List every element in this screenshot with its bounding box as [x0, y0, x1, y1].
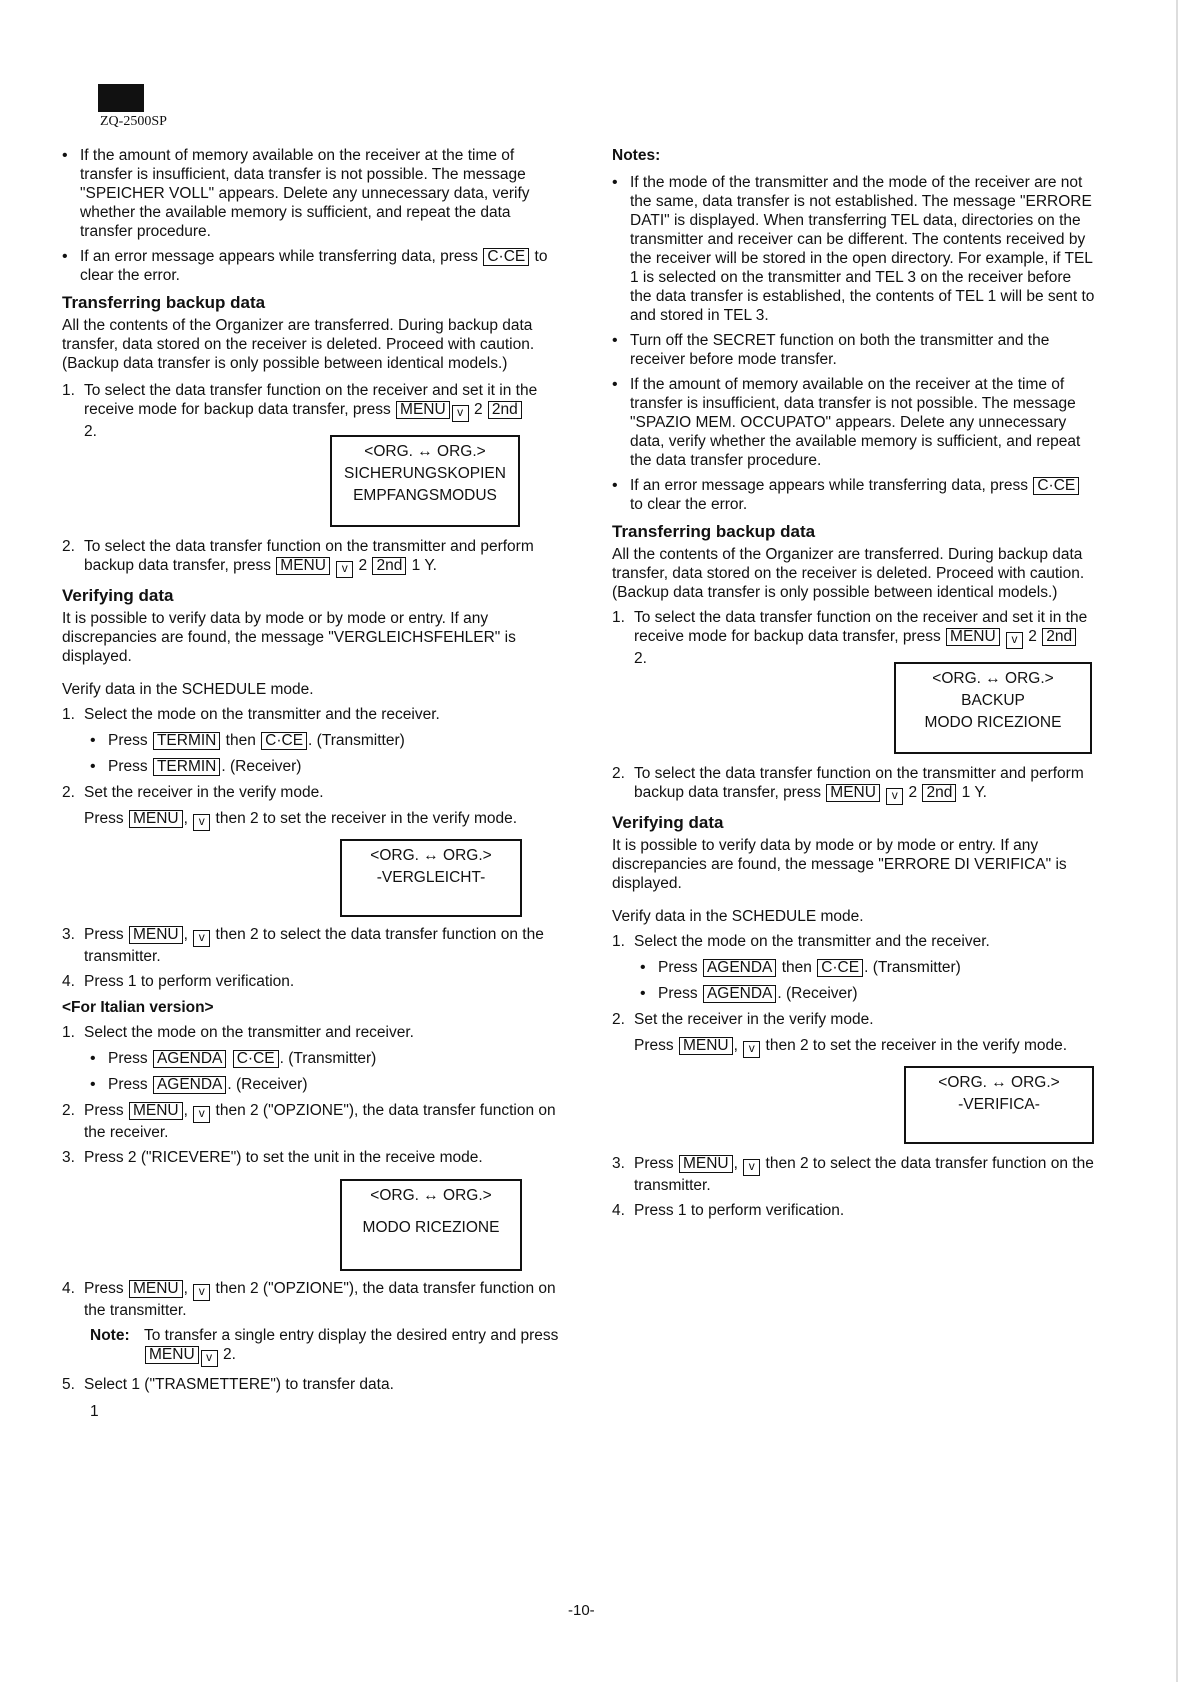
italian-step-1: 1. Select the mode on the transmitter and receiver.	[62, 1024, 414, 1041]
verify-step-4: 4. Press 1 to perform verification.	[62, 973, 295, 990]
down-key: v	[452, 405, 469, 422]
backup-intro: All the contents of the Organizer are transferred. During backup data transfer, data stored on the receiver is deleted. Proceed with caution. (Backup data transfer is only possible between identical models.)	[62, 317, 535, 372]
verify-schedule: Verify data in the SCHEDULE mode.	[612, 908, 864, 925]
verify-step-2: 2. Set the receiver in the verify mode.	[612, 1011, 874, 1028]
verify-step-2-press: Press MENU , v then 2 to set the receiver in the verify mode.	[84, 809, 564, 831]
note-error: • If an error message appears while transferring data, press C·CE to clear the error.	[612, 476, 1096, 514]
verify-step-4: 4. Press 1 to perform verification.	[612, 1202, 845, 1219]
italian-step-3: 3. Press 2 ("RICEVERE") to set the unit in the receive mode.	[62, 1149, 483, 1166]
lcd-display: <ORG. ↔ ORG.> -VERIFICA-	[904, 1066, 1094, 1144]
verify-step-1a: • Press TERMIN then C·CE . (Transmitter)	[62, 731, 564, 750]
lcd-display: <ORG. ↔ ORG.> BACKUP MODO RICEZIONE	[894, 662, 1092, 754]
verify-title: Verifying data	[62, 586, 174, 605]
italian-step-4: 4. Press MENU , v then 2 ("OPZIONE"), the data transfer function on the transmitter.	[62, 1280, 556, 1319]
verify-step-1b: • Press AGENDA . (Receiver)	[612, 984, 1096, 1003]
page-number: -10-	[568, 1602, 595, 1619]
verify-step-3: 3. Press MENU , v then 2 to select the data transfer function on the transmitter.	[62, 926, 544, 965]
lcd-display: <ORG. ↔ ORG.> MODO RICEZIONE	[340, 1179, 522, 1271]
verify-step-1a: • Press AGENDA then C·CE . (Transmitter)	[612, 958, 1096, 977]
note-memory: • If the amount of memory available on the receiver at the time of transfer is insufficient, data transfer is not possible. The message "SPAZIO MEM. OCCUPATO" appears. Delete any unnecessary data, verify whether the available memory is sufficient, and repeat the data transfer procedure.	[612, 375, 1096, 470]
verify-intro: It is possible to verify data by mode or by mode or entry. If any discrepancies are found, the message "VERGLEICHSFEHLER" is displayed.	[62, 610, 516, 665]
italian-step-2: 2. Press MENU , v then 2 ("OPZIONE"), the data transfer function on the receiver.	[62, 1102, 556, 1141]
lcd-display: <ORG. ↔ ORG.> SICHERUNGSKOPIEN EMPFANGSMODUS	[330, 435, 520, 527]
backup-step-1: 1. To select the data transfer function on the receiver and set it in the receive mode for backup data transfer, press MENU v 2 2nd 2.	[612, 609, 1088, 667]
italian-note: Note: To transfer a single entry display the desired entry and press MENU v 2.	[90, 1326, 564, 1367]
lcd-display: <ORG. ↔ ORG.> -VERGLEICHT-	[340, 839, 522, 917]
backup-step-2: 2. To select the data transfer function on the transmitter and perform backup data transfer, press MENU v 2 2nd 1 Y.	[612, 764, 1096, 805]
memory-note: • If the amount of memory available on the receiver at the time of transfer is insufficient, data transfer is not possible. The message "SPEICHER VOLL" appears. Delete any unnecessary data, verify whether the available memory is sufficient, and repeat the data transfer procedure.	[62, 146, 564, 241]
right-column	[612, 146, 1096, 1220]
left-column	[62, 146, 564, 1421]
note-secret: • Turn off the SECRET function on both the transmitter and the receiver before mode transfer.	[612, 331, 1096, 369]
brand-logo	[98, 84, 144, 112]
scan-edge	[1176, 0, 1178, 1682]
verify-step-1: 1. Select the mode on the transmitter and the receiver.	[62, 706, 440, 723]
model-number: ZQ-2500SP	[100, 114, 167, 129]
verify-step-2-press: Press MENU , v then 2 to set the receiver in the verify mode.	[634, 1036, 1096, 1058]
italian-title: <For Italian version>	[62, 999, 214, 1016]
verify-step-1: 1. Select the mode on the transmitter and the receiver.	[612, 933, 990, 950]
verify-schedule: Verify data in the SCHEDULE mode.	[62, 681, 314, 698]
italian-step-1b: • Press AGENDA . (Receiver)	[62, 1075, 564, 1094]
notes-title: Notes:	[612, 147, 661, 164]
verify-step-3: 3. Press MENU , v then 2 to select the data transfer function on the transmitter.	[612, 1155, 1094, 1194]
cce-key: C·CE	[483, 248, 529, 266]
italian-step-5-value: 1	[90, 1403, 99, 1420]
verify-title: Verifying data	[612, 813, 724, 832]
italian-step-1a: • Press AGENDA C·CE . (Transmitter)	[62, 1049, 564, 1068]
verify-intro: It is possible to verify data by mode or by mode or entry. If any discrepancies are found, the message "ERRORE DI VERIFICA" is displayed.	[612, 837, 1067, 892]
verify-step-2: 2. Set the receiver in the verify mode.	[62, 784, 324, 801]
error-note: • If an error message appears while transferring data, press C·CE to clear the error.	[62, 247, 564, 285]
italian-step-5: 5. Select 1 ("TRASMETTERE") to transfer data.	[62, 1376, 394, 1393]
backup-title: Transferring backup data	[62, 293, 266, 312]
backup-step-1: 1. To select the data transfer function on the receiver and set it in the receive mode for backup data transfer, press MENU v 2 2nd 2.	[62, 382, 538, 440]
verify-step-1b: • Press TERMIN . (Receiver)	[62, 757, 564, 776]
backup-intro: All the contents of the Organizer are transferred. During backup data transfer, data stored on the receiver is deleted. Proceed with caution. (Backup data transfer is only possible between identical models.)	[612, 546, 1085, 601]
backup-title: Transferring backup data	[612, 522, 816, 541]
note-mode-mismatch: • If the mode of the transmitter and the mode of the receiver are not the same, data transfer is not established. The message "ERRORE DATI" is displayed. When transferring TEL data, directories on the transmitter and receiver can be different. The contents received by the receiver will be stored in the open directory. For example, if TEL 1 is selected on the transmitter and TEL 3 on the receiver before the data transfer is established, the contents of TEL 1 will be sent to and stored in TEL 3.	[612, 173, 1096, 325]
backup-step-2: 2. To select the data transfer function on the transmitter and perform backup data transfer, press MENU v 2 2nd 1 Y.	[62, 537, 564, 578]
